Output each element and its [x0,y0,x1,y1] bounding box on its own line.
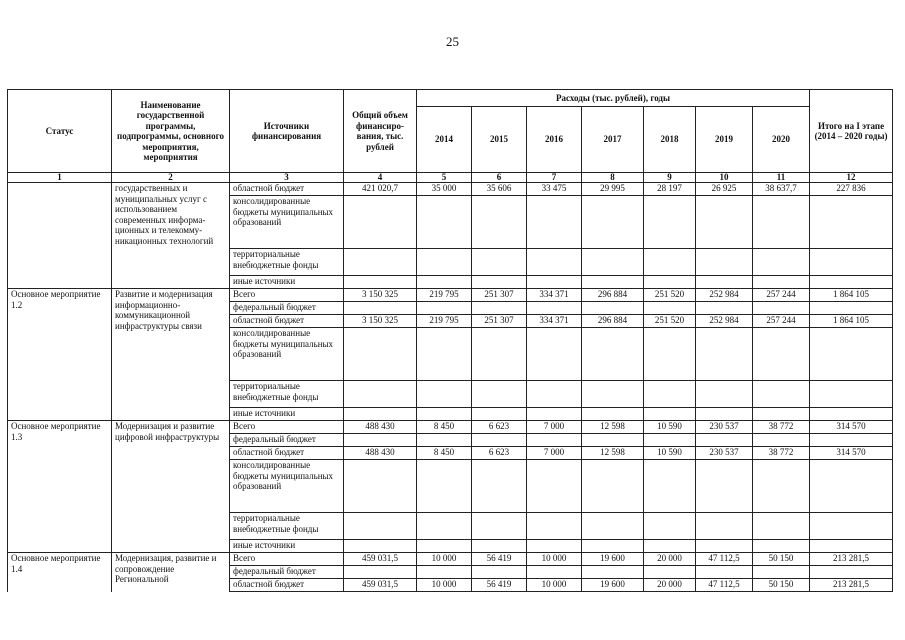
funding-source: федеральный бюджет [230,302,344,315]
year-value-cell [417,328,472,381]
year-value-cell [527,276,582,289]
funding-source: иные источники [230,408,344,421]
year-value-cell [696,460,753,513]
year-value-cell [417,249,472,276]
year-value-cell [472,540,527,553]
column-number: 8 [582,173,644,183]
stage-total-cell [810,328,893,381]
total-volume-cell [344,513,417,540]
year-value-cell: 7 000 [527,421,582,434]
year-value-cell: 8 450 [417,421,472,434]
stage-total-cell [810,460,893,513]
year-value-cell [644,249,696,276]
total-volume-cell: 3 150 325 [344,315,417,328]
year-value-cell [527,328,582,381]
total-volume-cell [344,302,417,315]
year-value-cell [472,460,527,513]
year-value-cell [472,566,527,579]
year-value-cell: 29 995 [582,183,644,196]
year-value-cell: 251 520 [644,289,696,302]
header-year: 2014 [417,107,472,173]
year-value-cell: 230 537 [696,447,753,460]
year-value-cell [527,513,582,540]
stage-total-cell [810,249,893,276]
year-value-cell [582,196,644,249]
year-value-cell [472,408,527,421]
year-value-cell [644,434,696,447]
year-value-cell [582,276,644,289]
header-stage-total: Итого на I этапе (2014 – 2020 годы) [810,90,893,173]
activity-status: Основное мероприятие 1.3 [8,421,112,553]
total-volume-cell: 488 430 [344,421,417,434]
year-value-cell [472,328,527,381]
year-value-cell: 47 112,5 [696,553,753,566]
year-value-cell [472,276,527,289]
funding-source: территориальные внебюджетные фонды [230,249,344,276]
column-number: 11 [753,173,810,183]
stage-total-cell: 314 570 [810,421,893,434]
year-value-cell: 252 984 [696,315,753,328]
year-value-cell [696,381,753,408]
header-sources: Источники финансирования [230,90,344,173]
budget-table [7,89,893,592]
year-value-cell: 6 623 [472,447,527,460]
year-value-cell: 6 623 [472,421,527,434]
year-value-cell [582,566,644,579]
year-value-cell [696,540,753,553]
year-value-cell: 252 984 [696,289,753,302]
year-value-cell: 38 772 [753,447,810,460]
year-value-cell [527,540,582,553]
year-value-cell: 10 000 [527,579,582,592]
funding-source: консолидированные бюджеты муниципальных образований [230,328,344,381]
year-value-cell: 10 000 [417,553,472,566]
year-value-cell [644,196,696,249]
stage-total-cell [810,302,893,315]
funding-source: территориальные внебюджетные фонды [230,381,344,408]
year-value-cell: 33 475 [527,183,582,196]
year-value-cell [753,381,810,408]
header-year: 2016 [527,107,582,173]
stage-total-cell: 1 864 105 [810,289,893,302]
stage-total-cell: 314 570 [810,447,893,460]
funding-source: областной бюджет [230,183,344,196]
year-value-cell: 334 371 [527,289,582,302]
year-value-cell [644,408,696,421]
column-number: 6 [472,173,527,183]
year-value-cell: 334 371 [527,315,582,328]
year-value-cell [582,381,644,408]
year-value-cell [582,434,644,447]
year-value-cell [472,249,527,276]
year-value-cell [644,302,696,315]
year-value-cell: 50 150 [753,579,810,592]
year-value-cell: 10 590 [644,421,696,434]
stage-total-cell: 1 864 105 [810,315,893,328]
year-value-cell [696,434,753,447]
column-number: 5 [417,173,472,183]
year-value-cell [696,302,753,315]
table-row [8,421,893,434]
year-value-cell [753,460,810,513]
stage-total-cell [810,276,893,289]
total-volume-cell: 3 150 325 [344,289,417,302]
year-value-cell: 19 600 [582,579,644,592]
year-value-cell [753,566,810,579]
year-value-cell: 19 600 [582,553,644,566]
stage-total-cell: 213 281,5 [810,553,893,566]
total-volume-cell [344,381,417,408]
column-number: 12 [810,173,893,183]
year-value-cell: 38 772 [753,421,810,434]
total-volume-cell: 459 031,5 [344,553,417,566]
column-number: 3 [230,173,344,183]
year-value-cell: 219 795 [417,289,472,302]
header-year: 2015 [472,107,527,173]
year-value-cell: 10 000 [527,553,582,566]
total-volume-cell [344,408,417,421]
year-value-cell [472,434,527,447]
funding-source: федеральный бюджет [230,434,344,447]
header-year: 2019 [696,107,753,173]
stage-total-cell [810,566,893,579]
year-value-cell [472,302,527,315]
year-value-cell [527,249,582,276]
year-value-cell: 251 520 [644,315,696,328]
year-value-cell: 296 884 [582,289,644,302]
year-value-cell [644,540,696,553]
page-number: 25 [446,34,459,49]
year-value-cell [753,408,810,421]
funding-source: областной бюджет [230,579,344,592]
year-value-cell: 257 244 [753,315,810,328]
year-value-cell [753,196,810,249]
year-value-cell [753,328,810,381]
year-value-cell: 56 419 [472,579,527,592]
year-value-cell [753,276,810,289]
year-value-cell [417,513,472,540]
total-volume-cell [344,566,417,579]
header-total-volume: Общий объем финансиро-вания, тыс. рублей [344,90,417,173]
header-name: Наименование государственной программы, подпрограммы, основного мероприятия, мероприятия [112,90,230,173]
year-value-cell [696,276,753,289]
funding-source: консолидированные бюджеты муниципальных образований [230,460,344,513]
year-value-cell [644,328,696,381]
year-value-cell [753,513,810,540]
stage-total-cell [810,434,893,447]
year-value-cell [753,540,810,553]
year-value-cell [582,249,644,276]
year-value-cell: 10 000 [417,579,472,592]
year-value-cell: 296 884 [582,315,644,328]
year-value-cell [417,540,472,553]
header-status: Статус [8,90,112,173]
column-number: 2 [112,173,230,183]
funding-source: иные источники [230,540,344,553]
year-value-cell [644,381,696,408]
table-row [8,183,893,196]
year-value-cell [417,566,472,579]
total-volume-cell [344,276,417,289]
header-year: 2020 [753,107,810,173]
year-value-cell: 8 450 [417,447,472,460]
column-number: 1 [8,173,112,183]
year-value-cell [696,566,753,579]
year-value-cell [527,302,582,315]
year-value-cell [527,566,582,579]
year-value-cell: 38 637,7 [753,183,810,196]
year-value-cell [527,460,582,513]
stage-total-cell: 213 281,5 [810,579,893,592]
funding-source: иные источники [230,276,344,289]
year-value-cell [472,196,527,249]
funding-source: Всего [230,553,344,566]
year-value-cell: 35 606 [472,183,527,196]
year-value-cell [527,434,582,447]
funding-source: Всего [230,421,344,434]
stage-total-cell [810,540,893,553]
activity-name: Модернизация и развитие цифровой инфраструктуры [112,421,230,553]
year-value-cell [582,540,644,553]
year-value-cell [582,513,644,540]
year-value-cell [753,249,810,276]
total-volume-cell [344,328,417,381]
stage-total-cell [810,196,893,249]
year-value-cell [696,249,753,276]
total-volume-cell: 421 020,7 [344,183,417,196]
year-value-cell: 251 307 [472,289,527,302]
header-expenses: Расходы (тыс. рублей), годы [417,90,810,107]
column-number: 4 [344,173,417,183]
year-value-cell: 28 197 [644,183,696,196]
year-value-cell: 230 537 [696,421,753,434]
year-value-cell [644,460,696,513]
total-volume-cell: 488 430 [344,447,417,460]
year-value-cell [582,460,644,513]
year-value-cell: 35 000 [417,183,472,196]
stage-total-cell [810,381,893,408]
total-volume-cell [344,460,417,513]
year-value-cell: 47 112,5 [696,579,753,592]
stage-total-cell: 227 836 [810,183,893,196]
header-year: 2017 [582,107,644,173]
table-row [8,289,893,302]
year-value-cell [644,276,696,289]
funding-source: Всего [230,289,344,302]
year-value-cell [696,513,753,540]
activity-status: Основное мероприятие 1.4 [8,553,112,592]
funding-source: областной бюджет [230,447,344,460]
year-value-cell [472,513,527,540]
activity-status [8,183,112,289]
year-value-cell [527,381,582,408]
stage-total-cell [810,408,893,421]
activity-status: Основное мероприятие 1.2 [8,289,112,421]
year-value-cell: 12 598 [582,421,644,434]
column-number: 9 [644,173,696,183]
year-value-cell [582,302,644,315]
year-value-cell [417,276,472,289]
year-value-cell [417,434,472,447]
total-volume-cell [344,540,417,553]
year-value-cell [527,408,582,421]
year-value-cell: 12 598 [582,447,644,460]
year-value-cell [417,460,472,513]
year-value-cell [417,196,472,249]
funding-source: областной бюджет [230,315,344,328]
year-value-cell [644,513,696,540]
year-value-cell [472,381,527,408]
year-value-cell [417,408,472,421]
year-value-cell [417,381,472,408]
year-value-cell [527,196,582,249]
funding-source: консолидированные бюджеты муниципальных образований [230,196,344,249]
year-value-cell: 50 150 [753,553,810,566]
funding-source: территориальные внебюджетные фонды [230,513,344,540]
year-value-cell [582,328,644,381]
stage-total-cell [810,513,893,540]
year-value-cell: 20 000 [644,553,696,566]
year-value-cell: 56 419 [472,553,527,566]
year-value-cell [753,434,810,447]
header-year: 2018 [644,107,696,173]
funding-source: федеральный бюджет [230,566,344,579]
table-row [8,553,893,566]
total-volume-cell [344,196,417,249]
year-value-cell [582,408,644,421]
column-number: 7 [527,173,582,183]
activity-name: государственных и муниципальных услуг с использованием современных информа-ционных и телекомму-никационных технологий [112,183,230,289]
total-volume-cell: 459 031,5 [344,579,417,592]
year-value-cell: 7 000 [527,447,582,460]
year-value-cell: 251 307 [472,315,527,328]
year-value-cell [417,302,472,315]
year-value-cell: 257 244 [753,289,810,302]
year-value-cell [696,328,753,381]
year-value-cell: 219 795 [417,315,472,328]
total-volume-cell [344,434,417,447]
year-value-cell [696,196,753,249]
column-number: 10 [696,173,753,183]
activity-name: Развитие и модернизация информационно-коммуникационной инфраструктуры связи [112,289,230,421]
year-value-cell [644,566,696,579]
year-value-cell: 20 000 [644,579,696,592]
year-value-cell [696,408,753,421]
year-value-cell: 26 925 [696,183,753,196]
activity-name: Модернизация, развитие и сопровождение Региональной [112,553,230,592]
year-value-cell: 10 590 [644,447,696,460]
total-volume-cell [344,249,417,276]
year-value-cell [753,302,810,315]
